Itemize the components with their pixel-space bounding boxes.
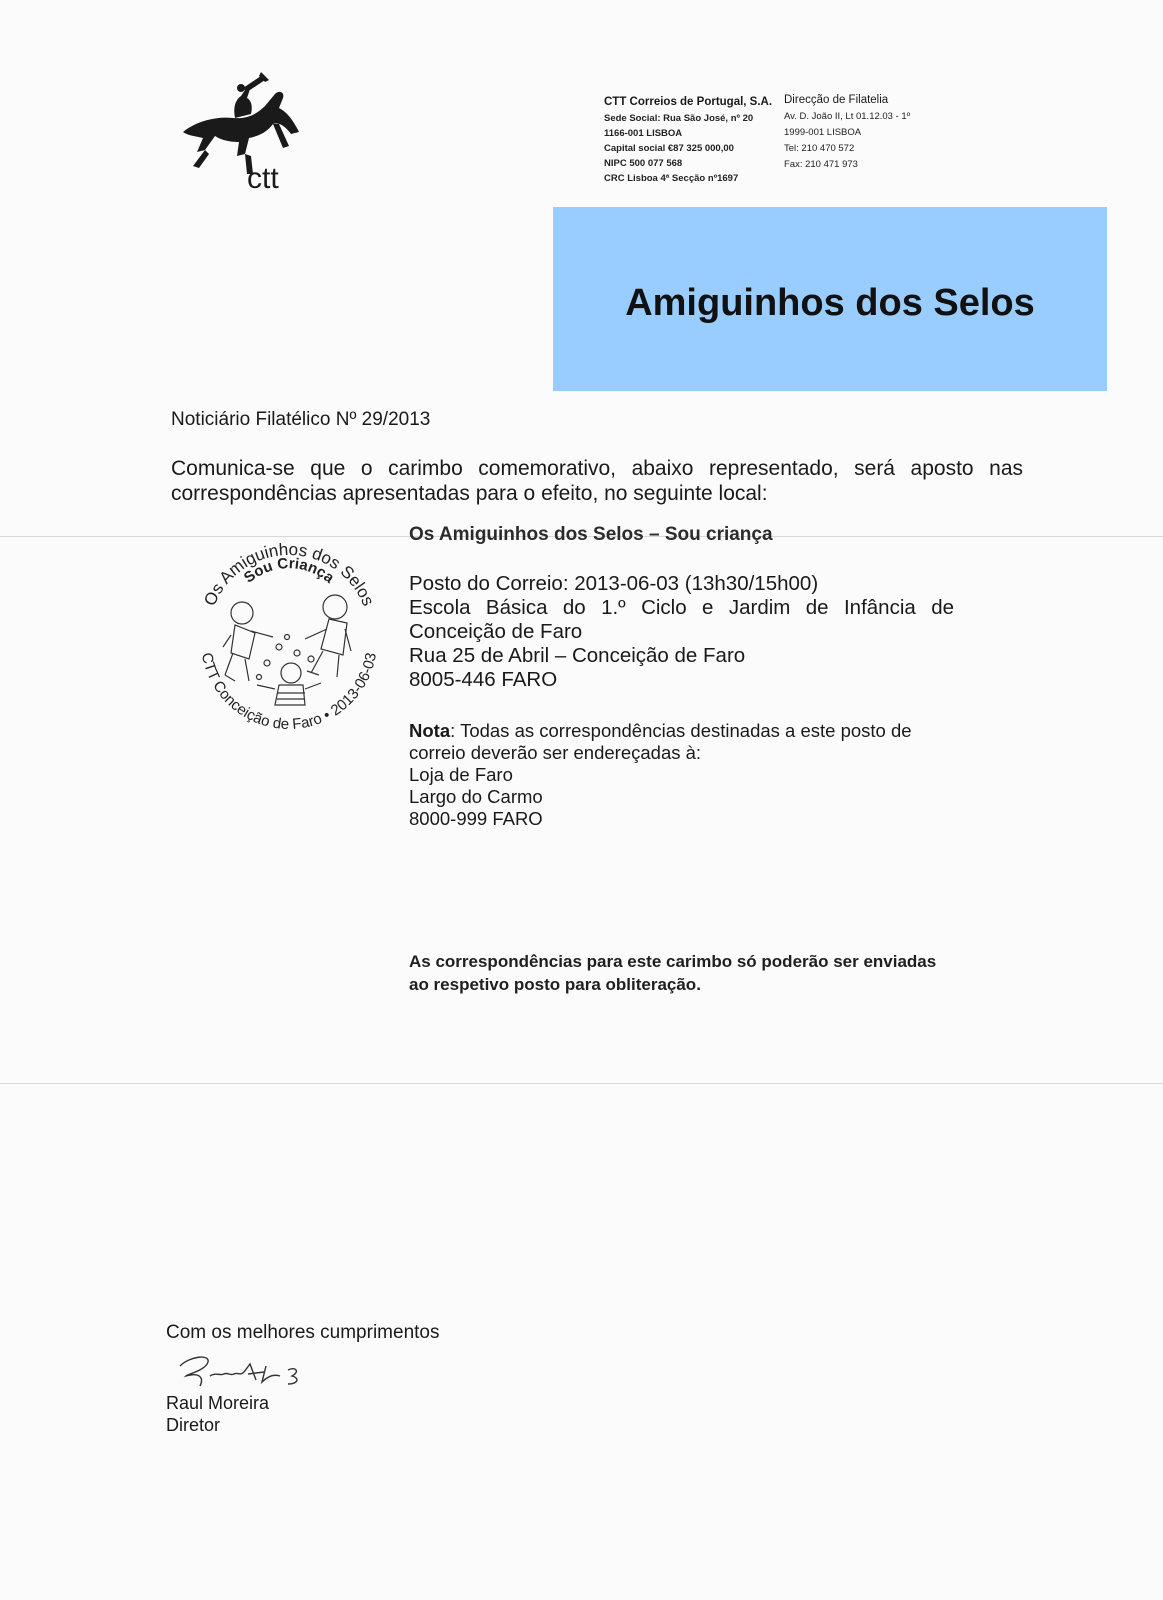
event-title: Os Amiguinhos dos Selos – Sou criança (409, 524, 773, 545)
company-line: Capital social €87 325 000,00 (604, 143, 734, 154)
logo-text: ctt (247, 162, 279, 195)
intro-line: Comunica-se que o carimbo comemorativo, abaixo representado, será aposto nas (171, 457, 1023, 480)
ctt-logo (175, 70, 310, 195)
department-name: Direcção de Filatelia (784, 94, 889, 106)
note-line: 8000-999 FARO (409, 808, 543, 829)
venue-line: 8005-446 FARO (409, 668, 558, 691)
signer-block (166, 1392, 269, 1436)
venue-line: Conceição de Faro (409, 620, 583, 643)
company-name: CTT Correios de Portugal, S.A. (604, 96, 773, 108)
note-text: : Todas as correspondências destinadas a este posto de (450, 720, 912, 741)
signer-title: Diretor (166, 1415, 221, 1435)
postmark-bottom-arc: CTT Conceição de Faro • 2013-06-03 (197, 651, 381, 734)
warning-notice (409, 950, 1029, 996)
note-block (409, 720, 929, 830)
venue-line: Posto do Correio: 2013-06-03 (13h30/15h00) (409, 572, 819, 595)
venue-details (409, 572, 954, 692)
fold-line-lower (0, 1083, 1163, 1084)
note-line: Loja de Faro (409, 764, 513, 785)
venue-line: Escola Básica do 1.º Ciclo e Jardim de Infância de (409, 596, 954, 619)
signer-name: Raul Moreira (166, 1393, 270, 1413)
department-line: 1999-001 LISBOA (784, 127, 862, 138)
company-line: Sede Social: Rua São José, nº 20 (604, 113, 754, 124)
postmark-subtitle: Sou Criança (240, 554, 338, 587)
commemorative-postmark (187, 535, 392, 745)
department-info (784, 92, 910, 173)
warning-line: As correspondências para este carimbo só poderão ser enviadas (409, 952, 937, 971)
closing-salutation: Com os melhores cumprimentos (166, 1322, 440, 1343)
department-line: Tel: 210 470 572 (784, 143, 855, 154)
note-label: Nota (409, 720, 451, 741)
note-line: Largo do Carmo (409, 786, 543, 807)
title-banner (553, 207, 1107, 391)
children-playing-icon (223, 595, 351, 705)
note-first-line (409, 720, 929, 742)
horse-rider-icon (175, 70, 310, 195)
intro-paragraph (171, 456, 1023, 506)
company-line: NIPC 500 077 568 (604, 158, 683, 169)
note-line: correio deverão ser endereçadas à: (409, 742, 702, 763)
department-line: Fax: 210 471 973 (784, 159, 858, 170)
company-line: 1166-001 LISBOA (604, 128, 683, 139)
postmark-top-arc: Os Amiguinhos dos Selos (200, 539, 378, 609)
intro-line: correspondências apresentadas para o efeito, no seguinte local: (171, 482, 768, 505)
bulletin-number: Noticiário Filatélico Nº 29/2013 (171, 409, 431, 430)
company-line: CRC Lisboa 4ª Secção nº1697 (604, 173, 739, 184)
venue-line: Rua 25 de Abril – Conceição de Faro (409, 644, 746, 667)
company-info (604, 93, 772, 186)
department-line: Av. D. João II, Lt 01.12.03 - 1º (784, 111, 911, 122)
banner-title: Amiguinhos dos Selos (625, 281, 1035, 324)
warning-line: ao respetivo posto para obliteração. (409, 975, 701, 994)
handwritten-signature (170, 1346, 330, 1396)
